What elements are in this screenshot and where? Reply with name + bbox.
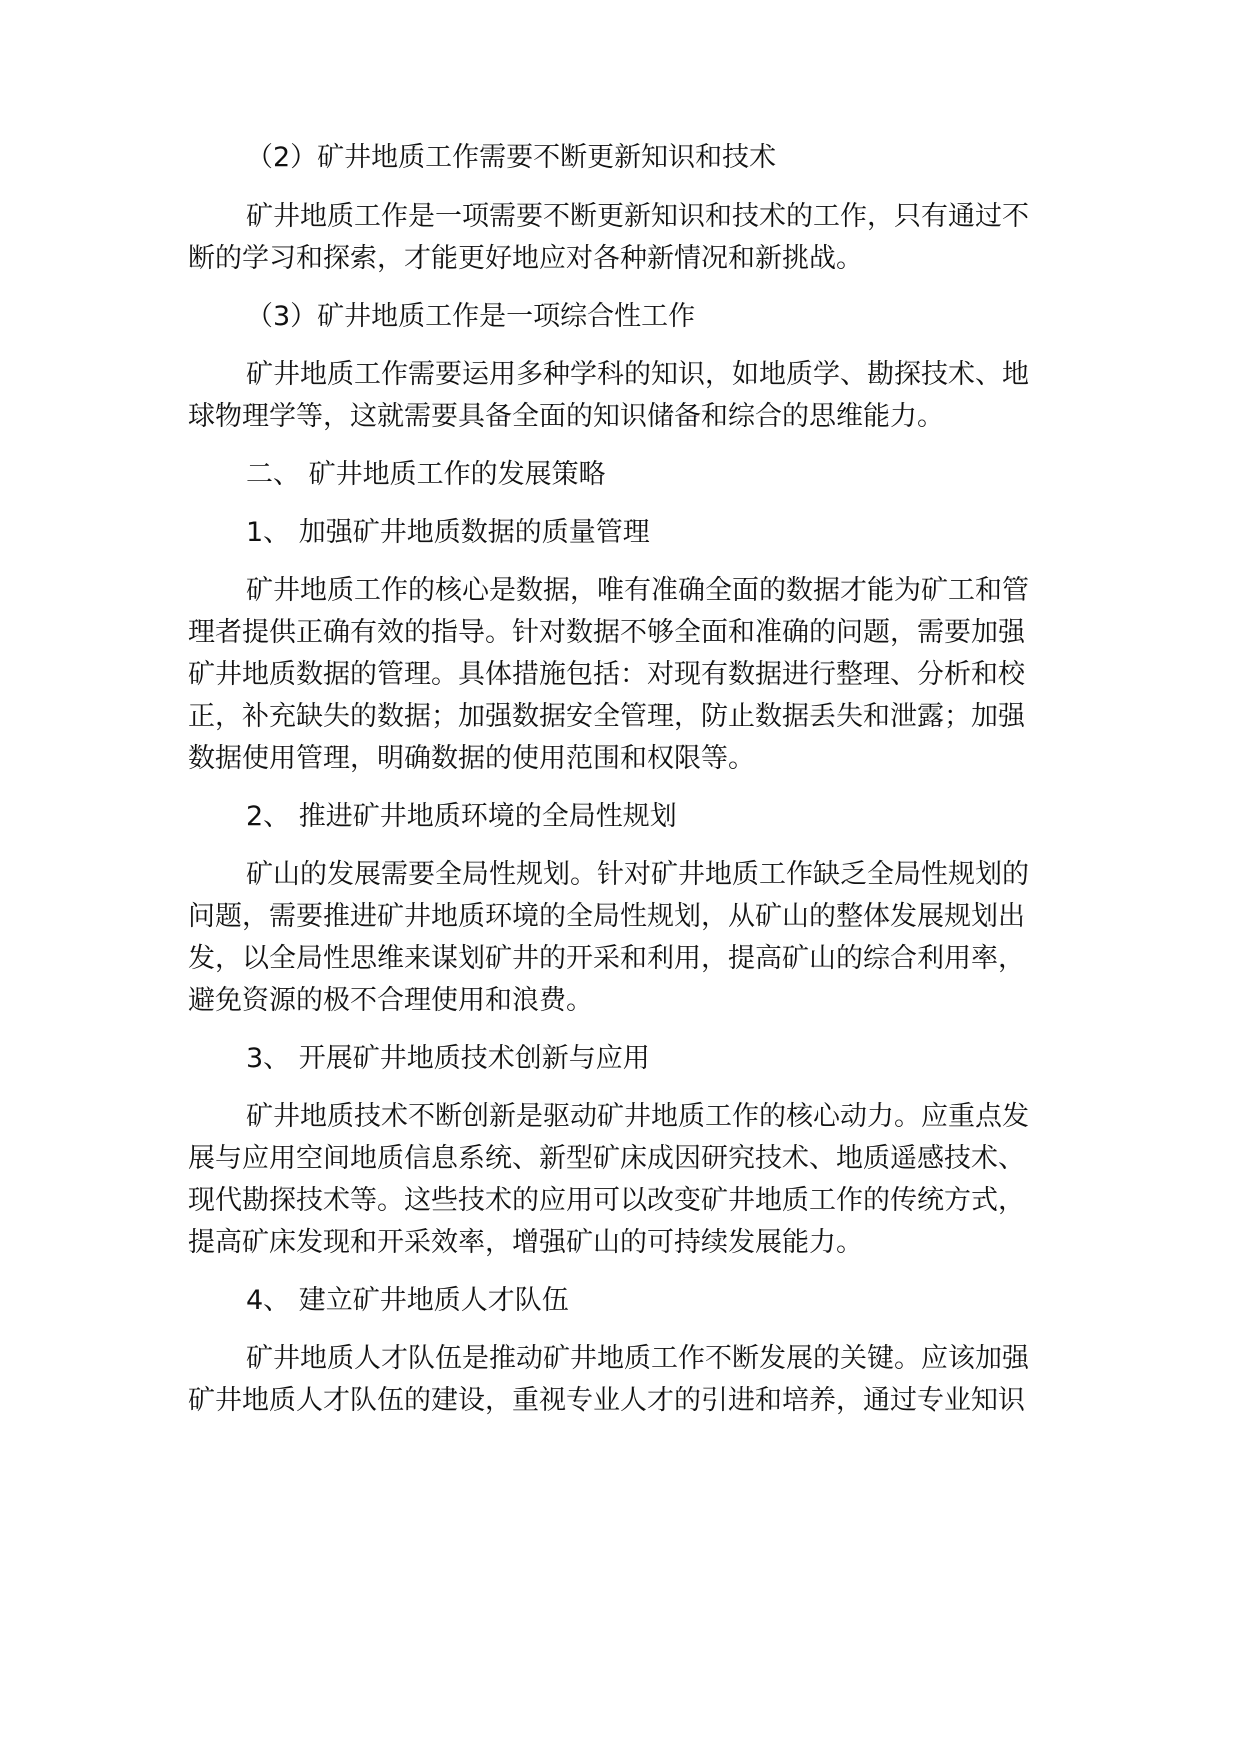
paragraph-line: 数据使用管理，明确数据的使用范围和权限等。 xyxy=(188,743,755,774)
paragraph-line: 避免资源的极不合理使用和浪费。 xyxy=(188,985,593,1016)
subheading-2: （2）矿井地质工作需要不断更新知识和技术 xyxy=(246,142,777,173)
paragraph-line: 现代勘探技术等。这些技术的应用可以改变矿井地质工作的传统方式， xyxy=(188,1185,1025,1216)
subheading-item-2: 2、 推进矿井地质环境的全局性规划 xyxy=(246,801,677,832)
paragraph-line: 矿山的发展需要全局性规划。针对矿井地质工作缺乏全局性规划的 xyxy=(246,859,1029,890)
paragraph-line: 球物理学等，这就需要具备全面的知识储备和综合的思维能力。 xyxy=(188,401,944,432)
paragraph-line: 矿井地质人才队伍是推动矿井地质工作不断发展的关键。应该加强 xyxy=(246,1343,1029,1374)
paragraph-line: 问题，需要推进矿井地质环境的全局性规划，从矿山的整体发展规划出 xyxy=(188,901,1025,932)
section-heading-2: 二、 矿井地质工作的发展策略 xyxy=(246,459,606,490)
subheading-3: （3）矿井地质工作是一项综合性工作 xyxy=(246,301,696,332)
paragraph-line: 正，补充缺失的数据；加强数据安全管理，防止数据丢失和泄露；加强 xyxy=(188,701,1025,732)
paragraph-line: 矿井地质工作需要运用多种学科的知识，如地质学、勘探技术、地 xyxy=(246,359,1029,390)
paragraph-line: 展与应用空间地质信息系统、新型矿床成因研究技术、地质遥感技术、 xyxy=(188,1143,1025,1174)
paragraph-line: 矿井地质技术不断创新是驱动矿井地质工作的核心动力。应重点发 xyxy=(246,1101,1029,1132)
paragraph-line: 矿井地质工作是一项需要不断更新知识和技术的工作，只有通过不 xyxy=(246,201,1029,232)
paragraph-line: 矿井地质数据的管理。具体措施包括：对现有数据进行整理、分析和校 xyxy=(188,659,1025,690)
paragraph-line: 断的学习和探索，才能更好地应对各种新情况和新挑战。 xyxy=(188,243,863,274)
subheading-item-1: 1、 加强矿井地质数据的质量管理 xyxy=(246,517,650,548)
paragraph-line: 矿井地质人才队伍的建设，重视专业人才的引进和培养，通过专业知识 xyxy=(188,1385,1025,1416)
paragraph-line: 发，以全局性思维来谋划矿井的开采和利用，提高矿山的综合利用率， xyxy=(188,943,1025,974)
paragraph-line: 矿井地质工作的核心是数据，唯有准确全面的数据才能为矿工和管 xyxy=(246,575,1029,606)
paragraph-line: 提高矿床发现和开采效率，增强矿山的可持续发展能力。 xyxy=(188,1227,863,1258)
subheading-item-4: 4、 建立矿井地质人才队伍 xyxy=(246,1285,569,1316)
subheading-item-3: 3、 开展矿井地质技术创新与应用 xyxy=(246,1043,650,1074)
paragraph-line: 理者提供正确有效的指导。针对数据不够全面和准确的问题，需要加强 xyxy=(188,617,1025,648)
